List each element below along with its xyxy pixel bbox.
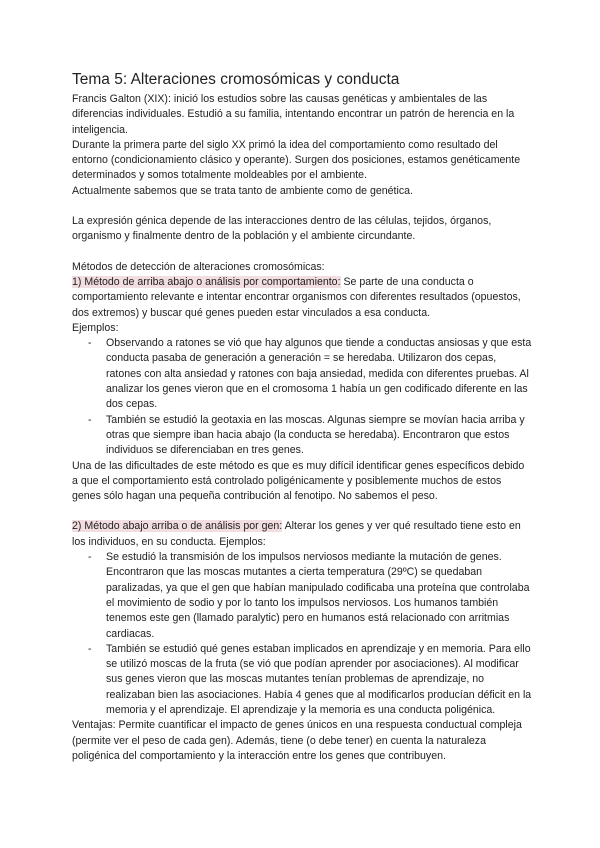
list-item: - También se estudió qué genes estaban implicados en aprendizaje y en memoria. Para ello se utilizó moscas de la fruta (se vió que podían aprender por asociaciones). Al modificar sus genes vieron que las moscas mutantes tenían problemas de aprendizaje, no realizaban bien las asociaciones. Había 4 genes que al modificarlos producían déficit en la memoria y el aprendizaje. El aprendizaje y la memoria es una conducta poligénica. xyxy=(106,642,532,718)
metodo1-list xyxy=(72,336,532,458)
page-title: Tema 5: Alteraciones cromosómicas y conducta xyxy=(72,71,400,88)
metodo2-text: Alterar los genes y ver qué resultado tiene esto en los individuos, en su conducta. Ejemplos: xyxy=(72,520,521,548)
metodos-heading: Métodos de detección de alteraciones cromosómicas: xyxy=(72,260,325,273)
actualmente-paragraph: Actualmente sabemos que se trata tanto de ambiente como de genética. xyxy=(72,184,413,197)
siglo-xx-paragraph: Durante la primera parte del siglo XX primó la idea del comportamiento como resultado del entorno (condicionamiento clásico y operante). Surgen dos posiciones, estamos genéticamente determinados y somos totalmente moldeables por el ambiente. xyxy=(72,138,521,182)
list-item: - Observando a ratones se vió que hay algunos que tiende a conductas ansiosas y que esta conducta pasaba de generación a generación = se heredaba. Utilizaron dos cepas, ratones con alta ansiedad y ratones con baja ansiedad, medida con diferentes pruebas. Al analizar los genes vieron que en el cromosoma 1 había un gen codificado diferente en las dos cepas. xyxy=(106,336,532,412)
metodo2-label: 2) Método abajo arriba o de análisis por gen: xyxy=(72,520,283,533)
galton-paragraph: Francis Galton (XIX): inició los estudios sobre las causas genéticas y ambientales de las diferencias individuales. Estudió a su familia, intentando encontrar un patrón de herencia en la inteligencia. xyxy=(72,93,515,136)
list-item: - También se estudió la geotaxia en las moscas. Algunas siempre se movían hacia arriba y otras que siempre iban hacia abajo (la conducta se heredaba). Encontraron que estos individuos se diferenciaban en tres genes. xyxy=(106,413,532,459)
expresion-paragraph: La expresión génica depende de las interacciones dentro de las células, tejidos, órganos, organismo y finalmente dentro de la población y el ambiente circundante. xyxy=(72,215,492,243)
metodo1-paragraph xyxy=(72,275,532,321)
metodo1-ejemplos: Ejemplos: xyxy=(72,321,119,334)
list-item: - Se estudió la transmisión de los impulsos nerviosos mediante la mutación de genes. Encontraron que las moscas mutantes a cierta temperatura (29ºC) se quedaban paralizadas, ya que el gen que habían manipulado codificaba una proteína que controlaba el movimiento de sodio y por lo tanto los impulsos nerviosos. Los humanos también tenemos este gen (llamado paralytic) pero en humanos está relacionado con arritmias cardiacas. xyxy=(106,550,532,642)
metodo1-label: 1) Método de arriba abajo o análisis por comportamiento: xyxy=(72,275,341,288)
metodo2-paragraph xyxy=(72,519,532,550)
ventajas-paragraph: Ventajas: Permite cuantificar el impacto de genes únicos en una respuesta conductual compleja (permite ver el peso de cada gen). Además, tiene (o debe tener) en cuenta la naturaleza poligénica del comportamiento y la interacción entre los genes que contribuyen. xyxy=(72,719,522,762)
metodo2-list xyxy=(72,550,532,718)
metodo1-text: Se parte de una conducta o comportamiento relevante e intentar encontrar organismos con diferentes resultados (opuestos, dos extremos) y buscar qué genes pueden estar vinculados a esa conducta. xyxy=(72,275,521,319)
dificultades-paragraph: Una de las dificultades de este método es que es muy difícil identificar genes específicos debido a que el comportamiento está controlado poligénicamente y posiblemente muchos de estos genes sólo hagan una pequeña contribución al fenotipo. No sabemos el peso. xyxy=(72,459,525,503)
document-page xyxy=(72,70,532,764)
